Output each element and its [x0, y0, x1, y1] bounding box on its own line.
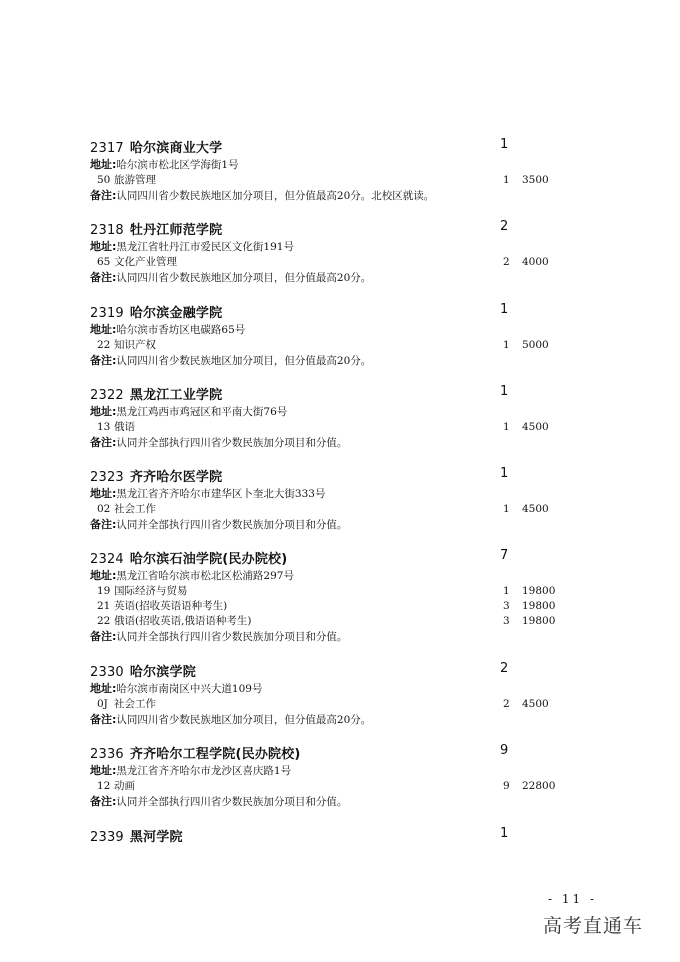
school-entry	[90, 219, 560, 286]
school-address: 黑龙江省齐齐哈尔市龙沙区喜庆路1号	[116, 765, 292, 777]
major-row	[90, 697, 560, 712]
note-label: 备注:	[90, 518, 117, 531]
major-count: 2	[503, 256, 510, 268]
major-code: 22	[97, 339, 111, 351]
major-code: 22	[97, 615, 111, 627]
school-address: 哈尔滨市松北区学海街1号	[116, 159, 239, 171]
school-entry	[90, 302, 560, 369]
school-note: 认同并全部执行四川省少数民族加分项目和分值。	[116, 796, 348, 808]
major-fee: 19800	[522, 600, 556, 612]
major-count: 1	[503, 174, 510, 186]
major-name: 社会工作	[114, 698, 156, 710]
school-name: 哈尔滨学院	[129, 665, 196, 680]
major-fee: 5000	[522, 339, 549, 351]
major-code: 65	[97, 256, 111, 268]
school-count: 1	[500, 466, 509, 481]
major-fee: 4500	[522, 503, 549, 515]
major-code: 21	[97, 600, 111, 612]
address-label: 地址:	[90, 682, 117, 695]
major-row	[90, 255, 560, 270]
school-note: 认同四川省少数民族地区加分项目，但分值最高20分。	[116, 714, 372, 726]
school-address: 哈尔滨市香坊区电碳路65号	[116, 324, 246, 336]
note-label: 备注:	[90, 271, 117, 284]
school-count: 2	[500, 661, 509, 676]
school-name: 齐齐哈尔工程学院(民办院校)	[129, 747, 301, 762]
major-count: 2	[503, 698, 510, 710]
major-code: 12	[97, 780, 111, 792]
major-count: 1	[503, 503, 510, 515]
school-address: 黑龙江省牡丹江市爱民区文化街191号	[116, 241, 294, 253]
school-note: 认同四川省少数民族地区加分项目，但分值最高20分。北校区就读。	[116, 190, 435, 202]
watermark: 高考直通车	[543, 915, 644, 937]
major-name: 俄语	[114, 421, 135, 433]
note-label: 备注:	[90, 354, 117, 367]
school-entry	[90, 743, 560, 810]
school-code: 2336	[90, 747, 124, 762]
major-code: 0J	[97, 698, 108, 710]
major-code: 19	[97, 585, 111, 597]
school-entry	[90, 826, 560, 846]
major-name: 社会工作	[114, 503, 156, 515]
school-address: 黑龙江省哈尔滨市松北区松浦路297号	[116, 570, 294, 582]
school-address: 黑龙江省齐齐哈尔市建华区卜奎北大街333号	[116, 488, 326, 500]
school-name: 哈尔滨商业大学	[129, 141, 223, 156]
school-note: 认同并全部执行四川省少数民族加分项目和分值。	[116, 631, 348, 643]
school-note: 认同四川省少数民族地区加分项目，但分值最高20分。	[116, 355, 372, 367]
address-label: 地址:	[90, 158, 117, 171]
address-label: 地址:	[90, 240, 117, 253]
school-name: 哈尔滨石油学院(民办院校)	[129, 552, 288, 567]
school-count: 1	[500, 137, 509, 152]
major-fee: 4500	[522, 421, 549, 433]
school-count: 2	[500, 219, 509, 234]
school-entry	[90, 548, 560, 645]
school-name: 哈尔滨金融学院	[129, 306, 223, 321]
school-note: 认同四川省少数民族地区加分项目，但分值最高20分。	[116, 272, 372, 284]
major-row	[90, 420, 560, 435]
major-fee: 19800	[522, 585, 556, 597]
major-row	[90, 338, 560, 353]
school-code: 2323	[90, 470, 124, 485]
note-label: 备注:	[90, 189, 117, 202]
school-count: 9	[500, 743, 509, 758]
school-code: 2317	[90, 141, 124, 156]
school-code: 2322	[90, 388, 124, 403]
note-label: 备注:	[90, 795, 117, 808]
major-name: 文化产业管理	[114, 256, 177, 268]
note-label: 备注:	[90, 713, 117, 726]
major-code: 02	[97, 503, 111, 515]
school-name: 牡丹江师范学院	[129, 223, 223, 238]
school-address: 哈尔滨市南岗区中兴大道109号	[116, 683, 263, 695]
major-name: 旅游管理	[114, 174, 156, 186]
major-row	[90, 779, 560, 794]
major-name: 英语(招收英语语种考生)	[114, 600, 228, 612]
major-row	[90, 599, 560, 614]
major-fee: 19800	[522, 615, 556, 627]
school-name: 黑龙江工业学院	[129, 388, 223, 403]
major-count: 3	[503, 615, 510, 627]
major-count: 1	[503, 421, 510, 433]
school-count: 1	[500, 384, 509, 399]
school-address: 黑龙江鸡西市鸡冠区和平南大街76号	[116, 406, 288, 418]
school-code: 2339	[90, 830, 124, 845]
major-fee: 4500	[522, 698, 549, 710]
address-label: 地址:	[90, 405, 117, 418]
address-label: 地址:	[90, 764, 117, 777]
school-note: 认同并全部执行四川省少数民族加分项目和分值。	[116, 437, 348, 449]
school-entry	[90, 466, 560, 533]
school-name: 齐齐哈尔医学院	[129, 470, 223, 485]
major-row	[90, 584, 560, 599]
major-row	[90, 614, 560, 629]
school-code: 2324	[90, 552, 124, 567]
school-count: 1	[500, 302, 509, 317]
note-label: 备注:	[90, 630, 117, 643]
major-fee: 22800	[522, 780, 556, 792]
school-entry	[90, 137, 560, 204]
major-count: 3	[503, 600, 510, 612]
major-count: 1	[503, 339, 510, 351]
school-name: 黑河学院	[129, 830, 183, 845]
school-count: 7	[500, 548, 509, 563]
major-count: 9	[503, 780, 510, 792]
major-name: 国际经济与贸易	[114, 585, 188, 597]
school-code: 2319	[90, 306, 124, 321]
major-code: 13	[97, 421, 111, 433]
major-name: 动画	[114, 780, 135, 792]
page-number: - 11 -	[548, 892, 598, 906]
major-name: 知识产权	[114, 339, 156, 351]
major-row	[90, 502, 560, 517]
major-fee: 3500	[522, 174, 549, 186]
address-label: 地址:	[90, 569, 117, 582]
major-row	[90, 173, 560, 188]
address-label: 地址:	[90, 323, 117, 336]
school-note: 认同并全部执行四川省少数民族加分项目和分值。	[116, 519, 348, 531]
address-label: 地址:	[90, 487, 117, 500]
school-entry	[90, 384, 560, 451]
major-fee: 4000	[522, 256, 549, 268]
major-count: 1	[503, 585, 510, 597]
major-name: 俄语(招收英语,俄语语种考生)	[114, 615, 252, 627]
note-label: 备注:	[90, 436, 117, 449]
school-code: 2330	[90, 665, 124, 680]
school-code: 2318	[90, 223, 124, 238]
major-code: 50	[97, 174, 111, 186]
school-entry	[90, 661, 560, 728]
school-count: 1	[500, 826, 509, 841]
